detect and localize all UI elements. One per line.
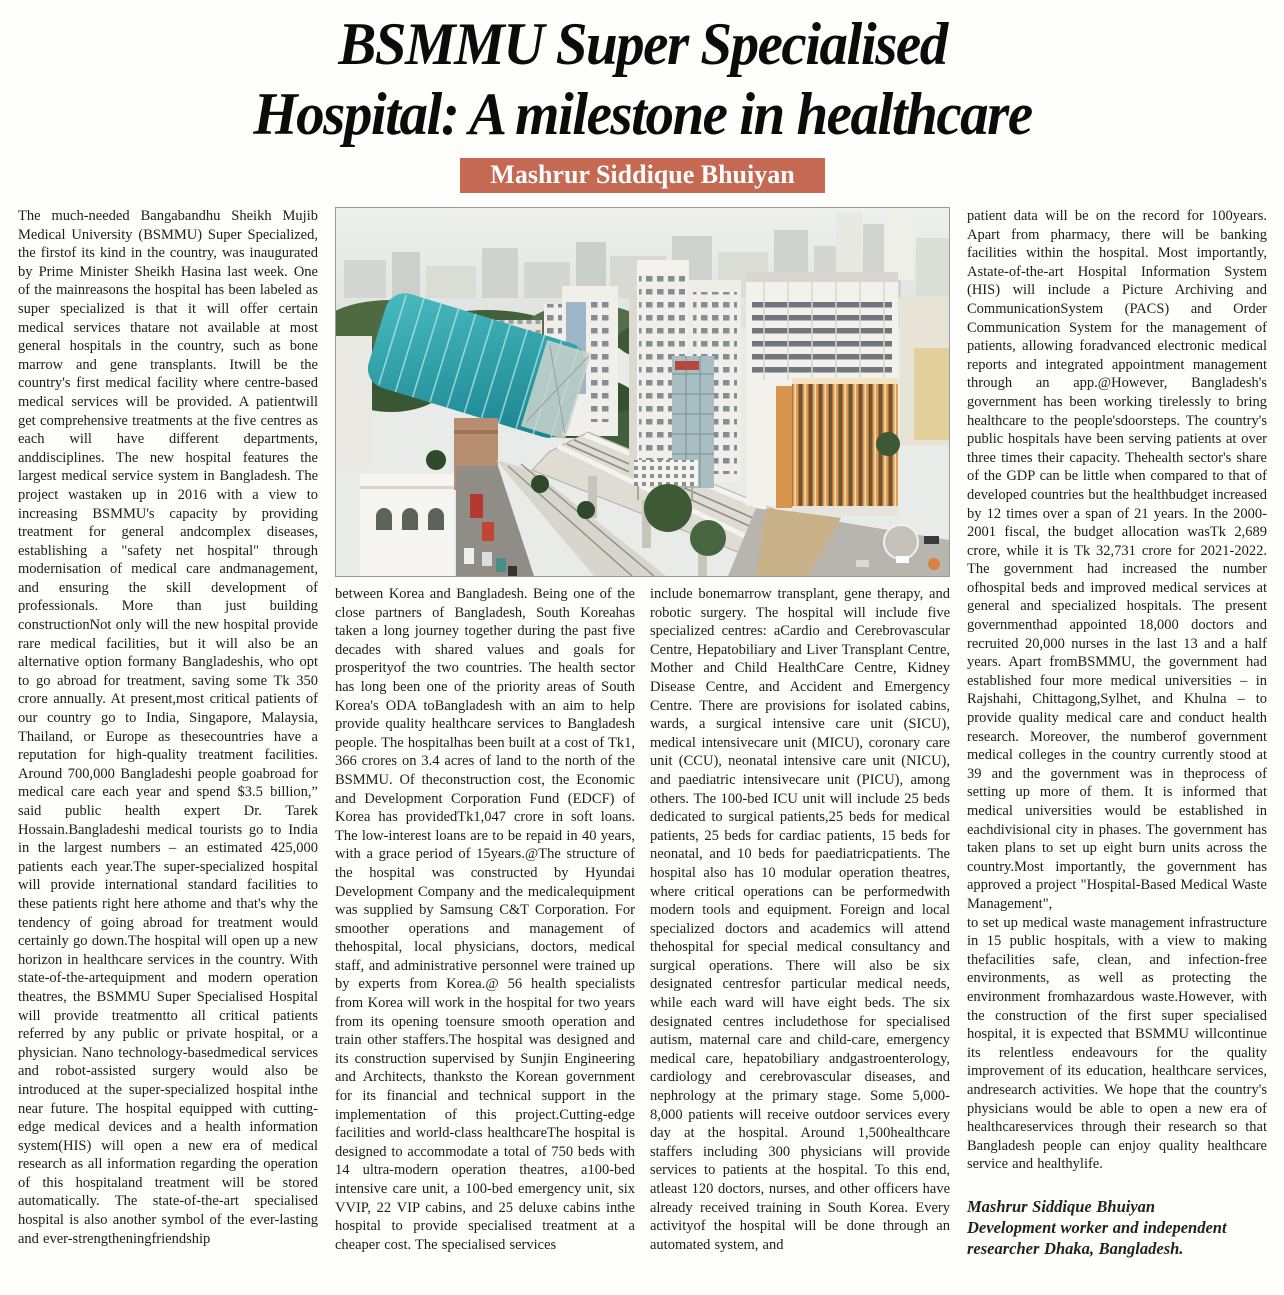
red-signage — [675, 361, 699, 370]
orange-tarp — [928, 558, 940, 570]
author-bio — [967, 1196, 1267, 1259]
article-column-3: include bonemarrow transplant, gene therapy, and robotic surgery. The hospital will include five specialized centres: aCardio and Cerebrovascular Centre, Hepatobiliary and Liver Transplant Centre, Mother and Child HealthCare Centre, Kidney Disease Centre, and Accident and Emergency Centre. There are provisions for isolated cabins, wards, a surgical intensive care unit (SICU), medical intensivecare unit (MICU), coronary care unit (CCU), neonatal intensive care unit (NICU), and paediatric intensivecare unit (PICU), among others. The 100-bed ICU unit will include 25 beds dedicated to surgical patients,25 beds for medical patients, 25 beds for cardiac patients, 15 beds for neonatal, and 10 beds for paediatricpatients. The hospital also has 10 modular operation theatres, where critical operations can be performedwith modern tools and equipment. Foreign and local specialized doctors and academics will attend thehospital for special medical consultancy and surgical operations. There will also be six designated centresfor particular medical needs, while each ward will have eight beds. The six designated centres includethose for specialised autism, maternal care and child-care, emergency medical care, hepatobiliary andgastroenterology, cardiology and cerebrovascular diseases, and nephrology at the primary stage. Some 5,000-8,000 patients will receive outdoor services every day at the hospital. Around 1,500healthcare staffers including 300 physicians will provide services to patients at the hospital. To this end, atleast 120 doctors, nurses, and other officers have already received training in South Korea. Every activityof the hospital will be done through an automated system, and — [650, 586, 950, 1253]
author-title: Development worker and independent researcher Dhaka, Bangladesh. — [967, 1217, 1227, 1258]
column-4-paragraph-1: patient data will be on the record for 100years. Apart from pharmacy, there will be banking facilities within the hospital. Most importantly, Astate-of-the-art Hospital Information System (HIS) will include a Picture Archiving and CommunicationSystem (PACS) and Order Communication System for the management of patients, allowing foradvanced electronic medical reports and integrated appointment management through an app.@However, Bangladesh's government has been working tirelessly to bring healthcare to the people'sdoorsteps. The country's public hospitals have been serving patients at over three times their capacity. Thehealth sector's share of the GDP can be little when compared to that of developed countries but the healthbudget increased by 12 times over a span of 21 years. In the 2000-2001 fiscal, the budget allocation wasTk 2,689 crore, while it is Tk 32,731 crore for 2021-2022. The government had increased the number ofhospital beds and improved medical services at general and specialized hospitals. The present governmenthad appointed 18,000 doctors and recruited 20,000 nurses in the last 13 and a half years. Apart fromBSMMU, the government had established four more medical universities – in Rajshahi, Chittagong,Sylhet, and Khulna – to provide quality medical care and conduct health research. Moreover, the numberof government medical colleges in the country currently stood at 39 and the government was in theprocess of setting up more of them. It is informed that medical universities would be established in eachdivisional city in phases. The government has taken plans to set up eight burn units across the country.Most importantly, the government has approved a project "Hospital-Based Medical Waste Management", — [967, 208, 1267, 912]
far-right-buildings — [900, 296, 949, 446]
entrance-canopy — [634, 460, 698, 486]
article-column-4 — [967, 207, 1267, 1259]
middle-section — [335, 207, 950, 1259]
article-column-1: The much-needed Bangabandhu Sheikh Mujib Medical University (BSMMU) Super Specialized, the firstof its kind in the country, was inaugurated by Prime Minister Sheikh Hasina last week. One of the mainreasons the hospital has been labeled as super specialized is that it will offer certain medical services thatare not available at most general hospitals in the country, such as bone marrow and gene transplants. Itwill be the country's first medical facility where centre-based medical services will be provided. A patientwill get comprehensive treatments at the five centres as each will have different departments, anddisciplines. The new hospital features the largest medical service system in Bangladesh. The project wastaken up in 2016 with a view to increasing BSMMU's capacity by providing treatment for general andcomplex diseases, establishing a "safety net hospital" through modernisation of medical care andmanagement, and ensuring the skill development of professionals. More than just building constructionNot only will the new hospital provide rare medical facilities, but it will also be an alternative option formany Bangladeshis, who opt to go abroad for treatment, saving some Tk 350 crore annually. At present,most critical patients of our country go to India, Singapore, Malaysia, Thailand, or Europe as thesecountries have a reputation for high-quality treatment facilities. Around 700,000 Bangladeshi people goabroad for medical care each year and spend $3.5 billion,” said public health expert Dr. Tarek Hossain.Bangladeshi medical tourists go to India in the largest numbers – an estimated 425,000 patients each year.The super-specialized hospital will provide international standard facilities to these patients right here athome and that's why the tendency of going abroad for treatment would certainly go down.The hospital will open up a new horizon in healthcare services in the country. With state-of-the-artequipment and modern operation theatres, the BSMMU Super Specialised Hospital will provide treatmentto all critical patients referred by any public or private hospital, or a physician. Nano technology-basedmedical services and robot-assisted surgery would also be introduced at the super-specialized hospital inthe near future. The hospital equipped with cutting-edge medical devices and a health information system(HIS) will open a new era of medical research as all information regarding the operation of this hospitaland treatment will be stored automatically. The state-of-the-art specialised hospital is also another symbol of the ever-lasting and ever-strengtheningfriendship — [18, 208, 318, 1247]
byline-bar — [460, 158, 824, 193]
arched-building — [360, 474, 454, 576]
byline-author: Mashrur Siddique Bhuiyan — [490, 160, 795, 189]
hospital-aerial-photo — [335, 207, 950, 577]
headline — [18, 10, 1267, 150]
headline-line-1: BSMMU Super Specialised — [338, 11, 947, 78]
hospital-photo-illustration — [336, 208, 949, 576]
right-hospital-building — [746, 272, 898, 516]
hospital-towers — [629, 260, 741, 500]
byline-row — [18, 158, 1267, 193]
brick-line — [454, 430, 498, 434]
service-road — [728, 508, 949, 576]
middle-text-columns — [335, 585, 950, 1254]
column-4-paragraph-2: to set up medical waste management infrastructure in 15 public hospitals, with a view to making thefacilities safe, clean, and infection-free environments, as well as protecting the environment fromhazardous waste.However, with the construction of the first super specialised hospital, it is expected that BSMMU willcontinue its relentless endeavours for the quality improvement of its education, healthcare services, andresearch activities. We hope that the country's physicians would be able to open a new era of healthcareservices through their research so that Bangladesh people can enjoy quality healthcare service and healthylife. — [967, 914, 1267, 1173]
article-column-2: between Korea and Bangladesh. Being one of the close partners of Bangladesh, South Koreahas taken a long journey together during the past five decades with shared values and goals for prosperityof the two countries. The health sector has long been one of the priority areas of South Korea's ODA toBangladesh with an aim to help provide quality healthcare services to Bangladesh people. The hospitalhas been built at a cost of Tk1, 366 crores on 3.4 acres of land to the north of the BSMMU. Of theconstruction cost, the Economic and Development Corporation Fund (EDCF) of Korea has providedTk1,047 crore in soft loans. The low-interest loans are to be repaid in 40 years, with a grace period of 15years.@The structure of the hospital was constructed by Hyundai Development Company and the medicalequipment was supplied by Samsung C&T Corporation. For smoother operations and management of thehospital, local physicians, doctors, medical staff, and administrative personnel were trained up by experts from Korea.@ 56 health specialists from Korea will work in the hospital for two years from its opening toensure smooth operation and train other staffers.The hospital was designed and its construction supervised by Sunjin Engineering and Architects, thanksto the Korean government for its financial and technical support in the implementation of this project.Cutting-edge facilities and world-class healthcareThe hospital is designed to accommodate a total of 750 beds with 14 ultra-modern operation theatres, a100-bed intensive care unit, a 100-bed emergency unit, six VVIP, 22 VIP cabins, and 25 deluxe cabins inthe hospital to provide specialised treatment at a cheaper cost. The specialised services — [335, 586, 635, 1253]
author-name: Mashrur Siddique Bhuiyan — [967, 1196, 1156, 1216]
headline-line-2: Hospital: A milestone in healthcare — [253, 81, 1032, 148]
article-body — [18, 207, 1267, 1259]
orange-wing-narrow — [776, 386, 792, 508]
